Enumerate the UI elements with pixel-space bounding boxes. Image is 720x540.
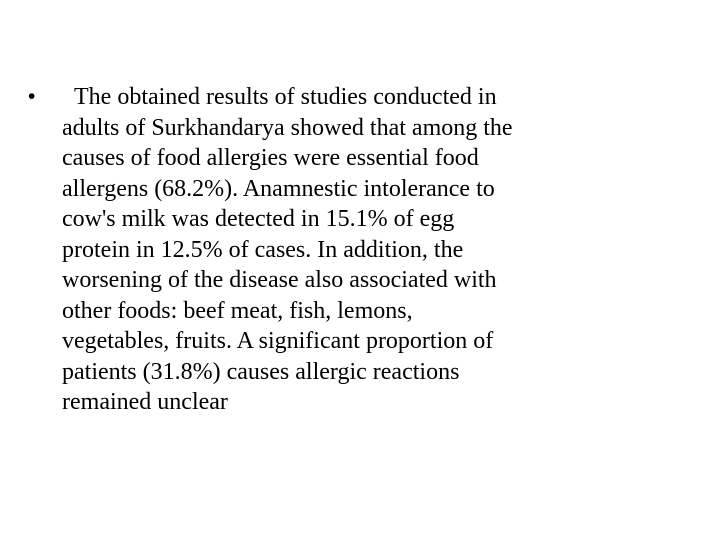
paragraph-line: protein in 12.5% of cases. In addition, the (62, 236, 464, 263)
bullet-item (28, 82, 628, 418)
paragraph-line: adults of Surkhandarya showed that among the (62, 114, 513, 141)
paragraph-line: remained unclear (62, 389, 228, 415)
paragraph-line: causes of food allergies were essential food (62, 145, 479, 171)
paragraph-line: other foods: beef meat, fish, lemons, (62, 297, 413, 324)
paragraph-line: vegetables, fruits. A significant proportion of (62, 328, 494, 354)
paragraph-line: patients (31.8%) causes allergic reactions (62, 358, 460, 385)
bullet-list (28, 82, 628, 418)
paragraph-line: worsening of the disease also associated with (62, 267, 497, 293)
bullet-dot-icon: • (28, 85, 36, 108)
paragraph-line: allergens (68.2%). Anamnestic intolerance to (62, 175, 495, 202)
paragraph-line: cow's milk was detected in 15.1% of egg (62, 206, 455, 232)
paragraph-line: The obtained results of studies conducted in (74, 84, 497, 110)
